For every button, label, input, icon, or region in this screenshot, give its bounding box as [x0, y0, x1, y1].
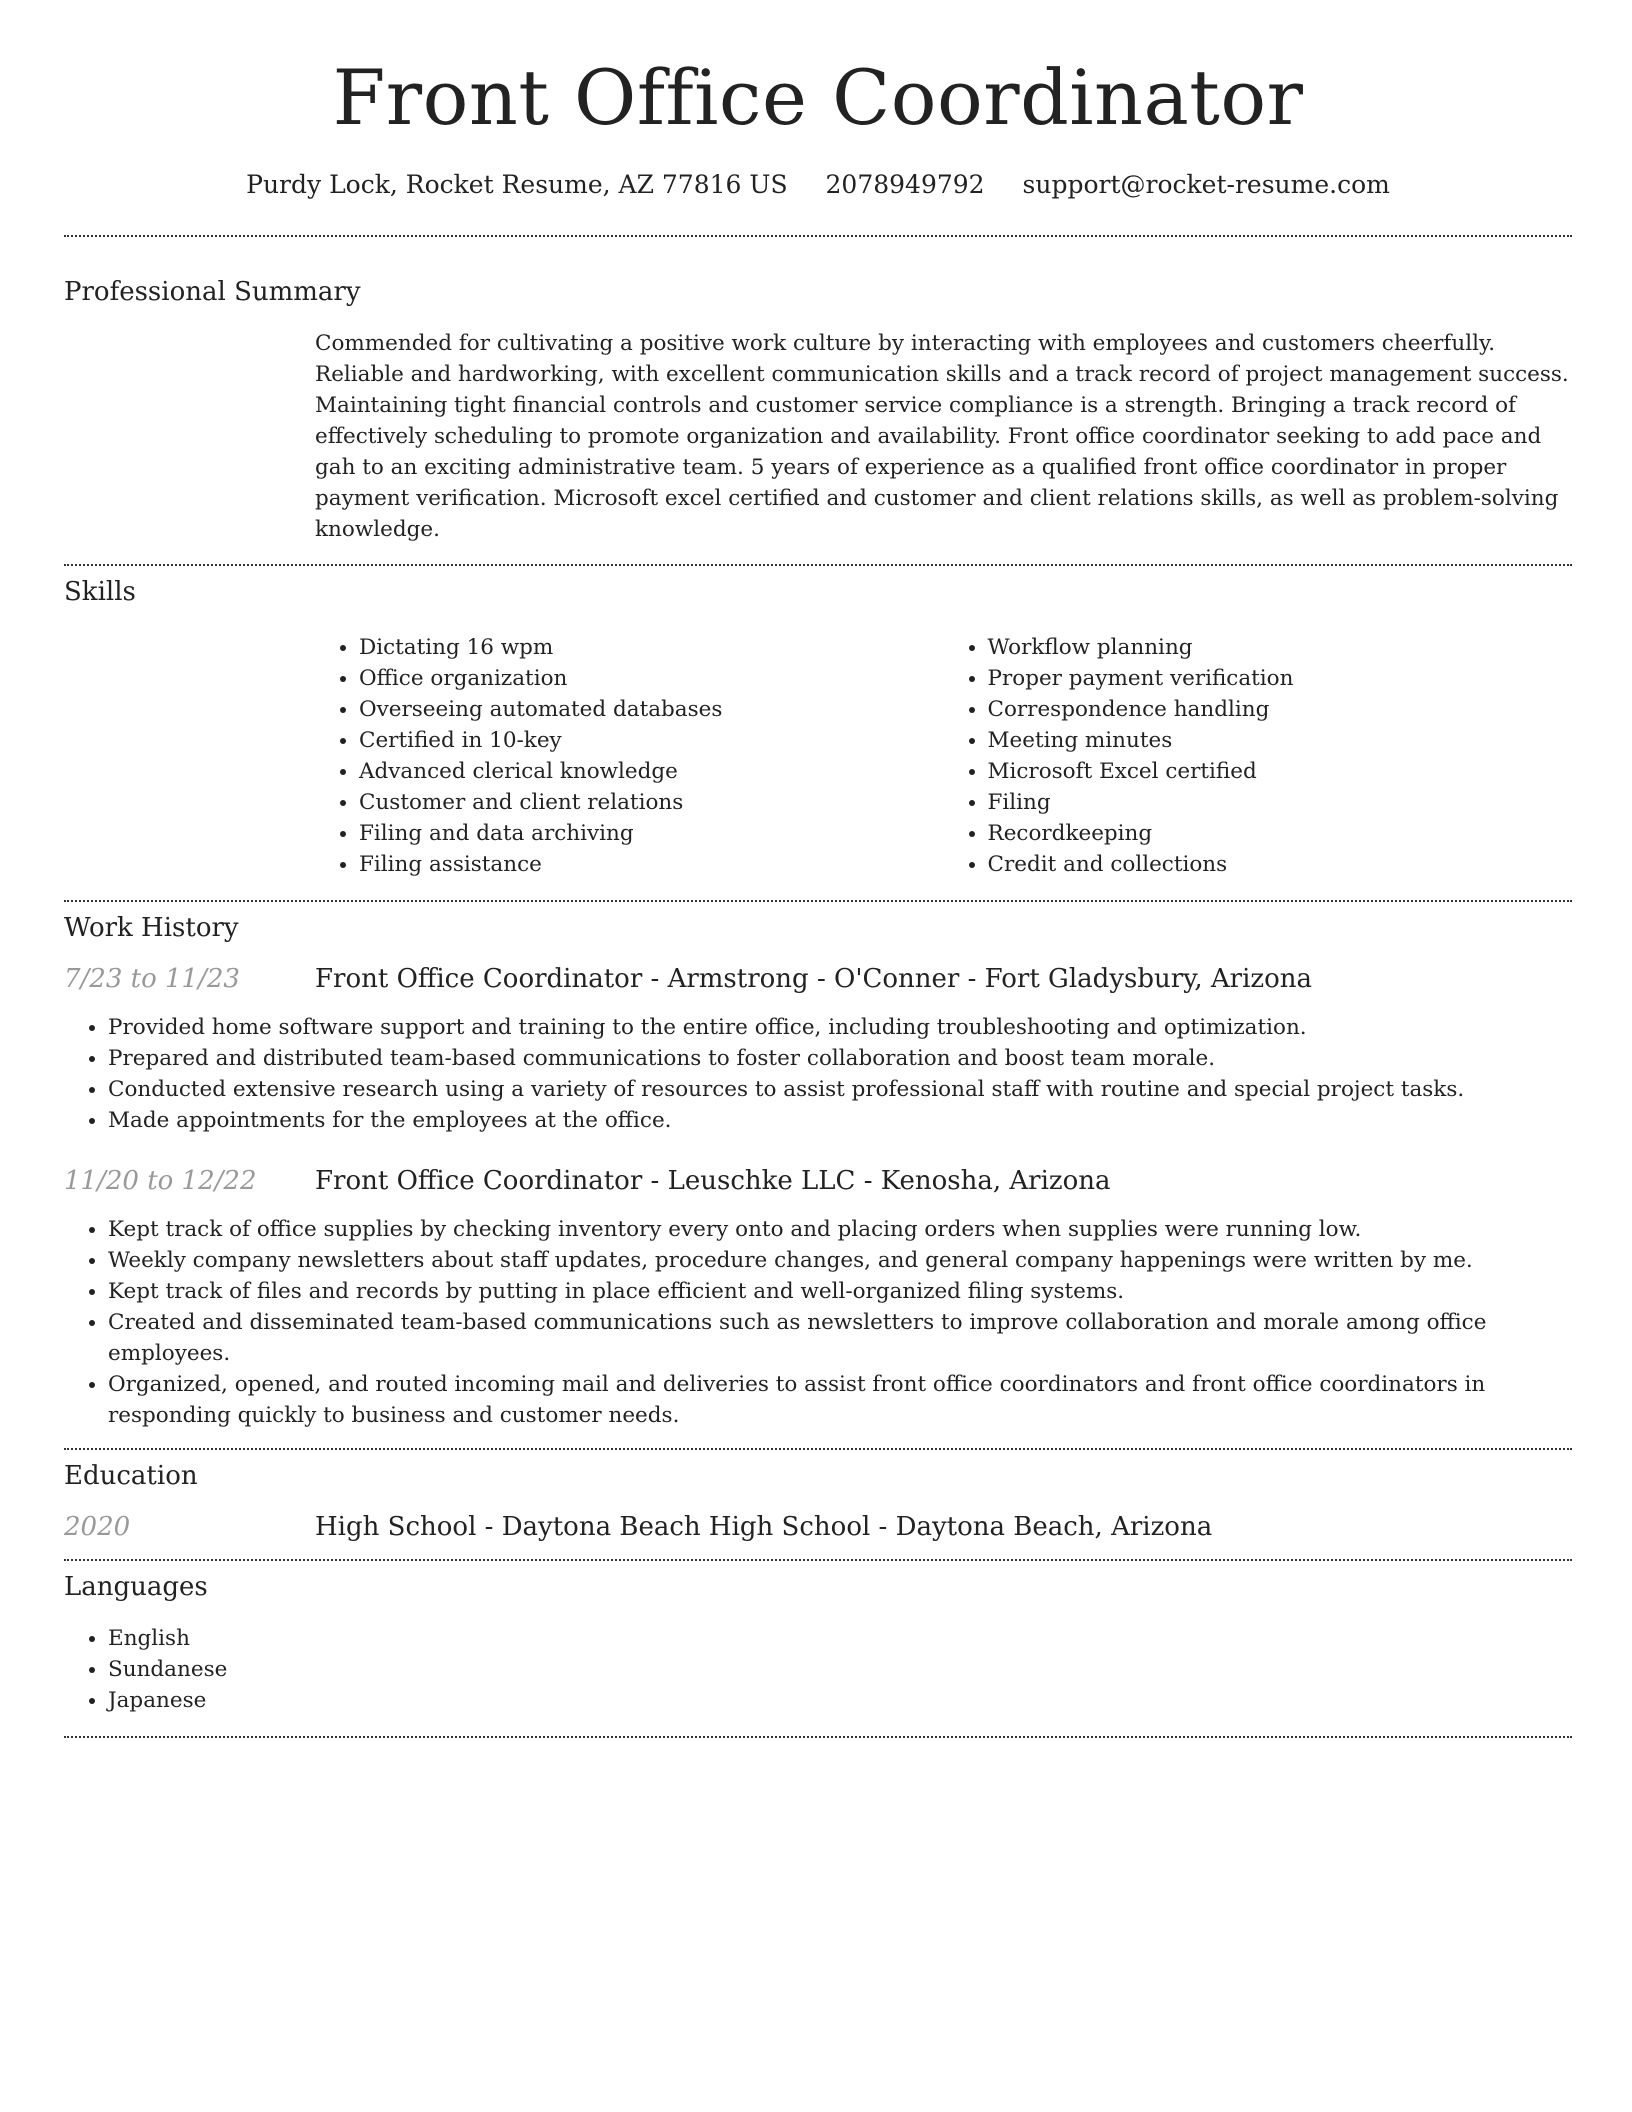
list-item: • Prepared and distributed team-based communications to foster collaboration and boost team morale. [108, 1043, 1572, 1074]
list-item: • Kept track of office supplies by checking inventory every onto and placing orders when supplies were running low. [108, 1214, 1572, 1245]
list-item: • Proper payment verification [988, 663, 1573, 694]
education-title: High School - Daytona Beach High School - Daytona Beach, Arizona [315, 1512, 1213, 1542]
section-heading-work-history: Work History [64, 913, 239, 943]
section-heading-languages: Languages [64, 1572, 208, 1602]
job-header [64, 964, 1572, 994]
list-item: • Microsoft Excel certified [988, 756, 1573, 787]
summary-text: Commended for cultivating a positive work culture by interacting with employees and customers cheerfully. Reliable and hardworking, with excellent communication skills and a track record of project management success. Maintaining tight financial controls and customer service compliance is a strength. Bringing a track record of effectively scheduling to promote organization and availability. Front office coordinator seeking to add pace and gah to an exciting administrative team. 5 years of experience as a qualified front office coordinator in proper payment verification. Microsoft excel certified and customer and client relations skills, as well as problem-solving knowledge. [315, 331, 1569, 542]
resume-page [64, 0, 1572, 1738]
list-item: • Credit and collections [988, 849, 1573, 880]
job-title: Front Office Coordinator - Armstrong - O'Conner - Fort Gladysbury, Arizona [315, 964, 1313, 994]
skills-column-left [315, 632, 944, 880]
list-item: • Filing [988, 787, 1573, 818]
job-title: Front Office Coordinator - Leuschke LLC - Kenosha, Arizona [315, 1166, 1111, 1196]
list-item: • Customer and client relations [359, 787, 944, 818]
list-item: • Workflow planning [988, 632, 1573, 663]
list-item: • Provided home software support and training to the entire office, including troubleshooting and optimization. [108, 1012, 1572, 1043]
list-item: • Dictating 16 wpm [359, 632, 944, 663]
job-header [64, 1166, 1572, 1196]
section-heading-summary: Professional Summary [64, 277, 361, 307]
list-item: • Meeting minutes [988, 725, 1573, 756]
list-item: • Japanese [108, 1685, 1572, 1716]
job-dates: 7/23 to 11/23 [64, 964, 240, 994]
list-item: • Made appointments for the employees at the office. [108, 1105, 1572, 1136]
list-item: • Recordkeeping [988, 818, 1573, 849]
section-heading-skills: Skills [64, 577, 136, 607]
list-item: • Overseeing automated databases [359, 694, 944, 725]
list-item: • Certified in 10-key [359, 725, 944, 756]
contact-email: support@rocket-resume.com [1022, 170, 1390, 199]
section-heading-education: Education [64, 1461, 198, 1491]
list-item: • Correspondence handling [988, 694, 1573, 725]
divider [64, 900, 1572, 902]
list-item: • Organized, opened, and routed incoming mail and deliveries to assist front office coordinators and front office coordinators in responding quickly to business and customer needs. [108, 1369, 1572, 1431]
education-entry [64, 1512, 1572, 1542]
skills-column-right [944, 632, 1573, 880]
job-dates: 11/20 to 12/22 [64, 1166, 257, 1196]
divider [64, 1559, 1572, 1561]
list-item: • Filing and data archiving [359, 818, 944, 849]
education-year: 2020 [64, 1512, 131, 1542]
languages-list [64, 1623, 1572, 1716]
divider [64, 1448, 1572, 1450]
list-item: • Conducted extensive research using a variety of resources to assist professional staff with routine and special project tasks. [108, 1074, 1572, 1105]
contact-phone: 2078949792 [825, 170, 985, 199]
divider [64, 564, 1572, 566]
list-item: • Advanced clerical knowledge [359, 756, 944, 787]
list-item: • Office organization [359, 663, 944, 694]
divider [64, 1736, 1572, 1738]
job-bullets [64, 1214, 1572, 1431]
list-item: • Weekly company newsletters about staff updates, procedure changes, and general company happenings were written by me. [108, 1245, 1572, 1276]
list-item: • Created and disseminated team-based communications such as newsletters to improve collaboration and morale among office employees. [108, 1307, 1572, 1369]
contact-address: Purdy Lock, Rocket Resume, AZ 77816 US [246, 170, 788, 199]
list-item: • Sundanese [108, 1654, 1572, 1685]
contact-line [64, 170, 1572, 199]
list-item: • English [108, 1623, 1572, 1654]
divider [64, 235, 1572, 237]
list-item: • Kept track of files and records by putting in place efficient and well-organized filing systems. [108, 1276, 1572, 1307]
job-bullets [64, 1012, 1572, 1136]
list-item: • Filing assistance [359, 849, 944, 880]
skills-list [315, 632, 1572, 880]
resume-name: Front Office Coordinator [332, 53, 1304, 142]
